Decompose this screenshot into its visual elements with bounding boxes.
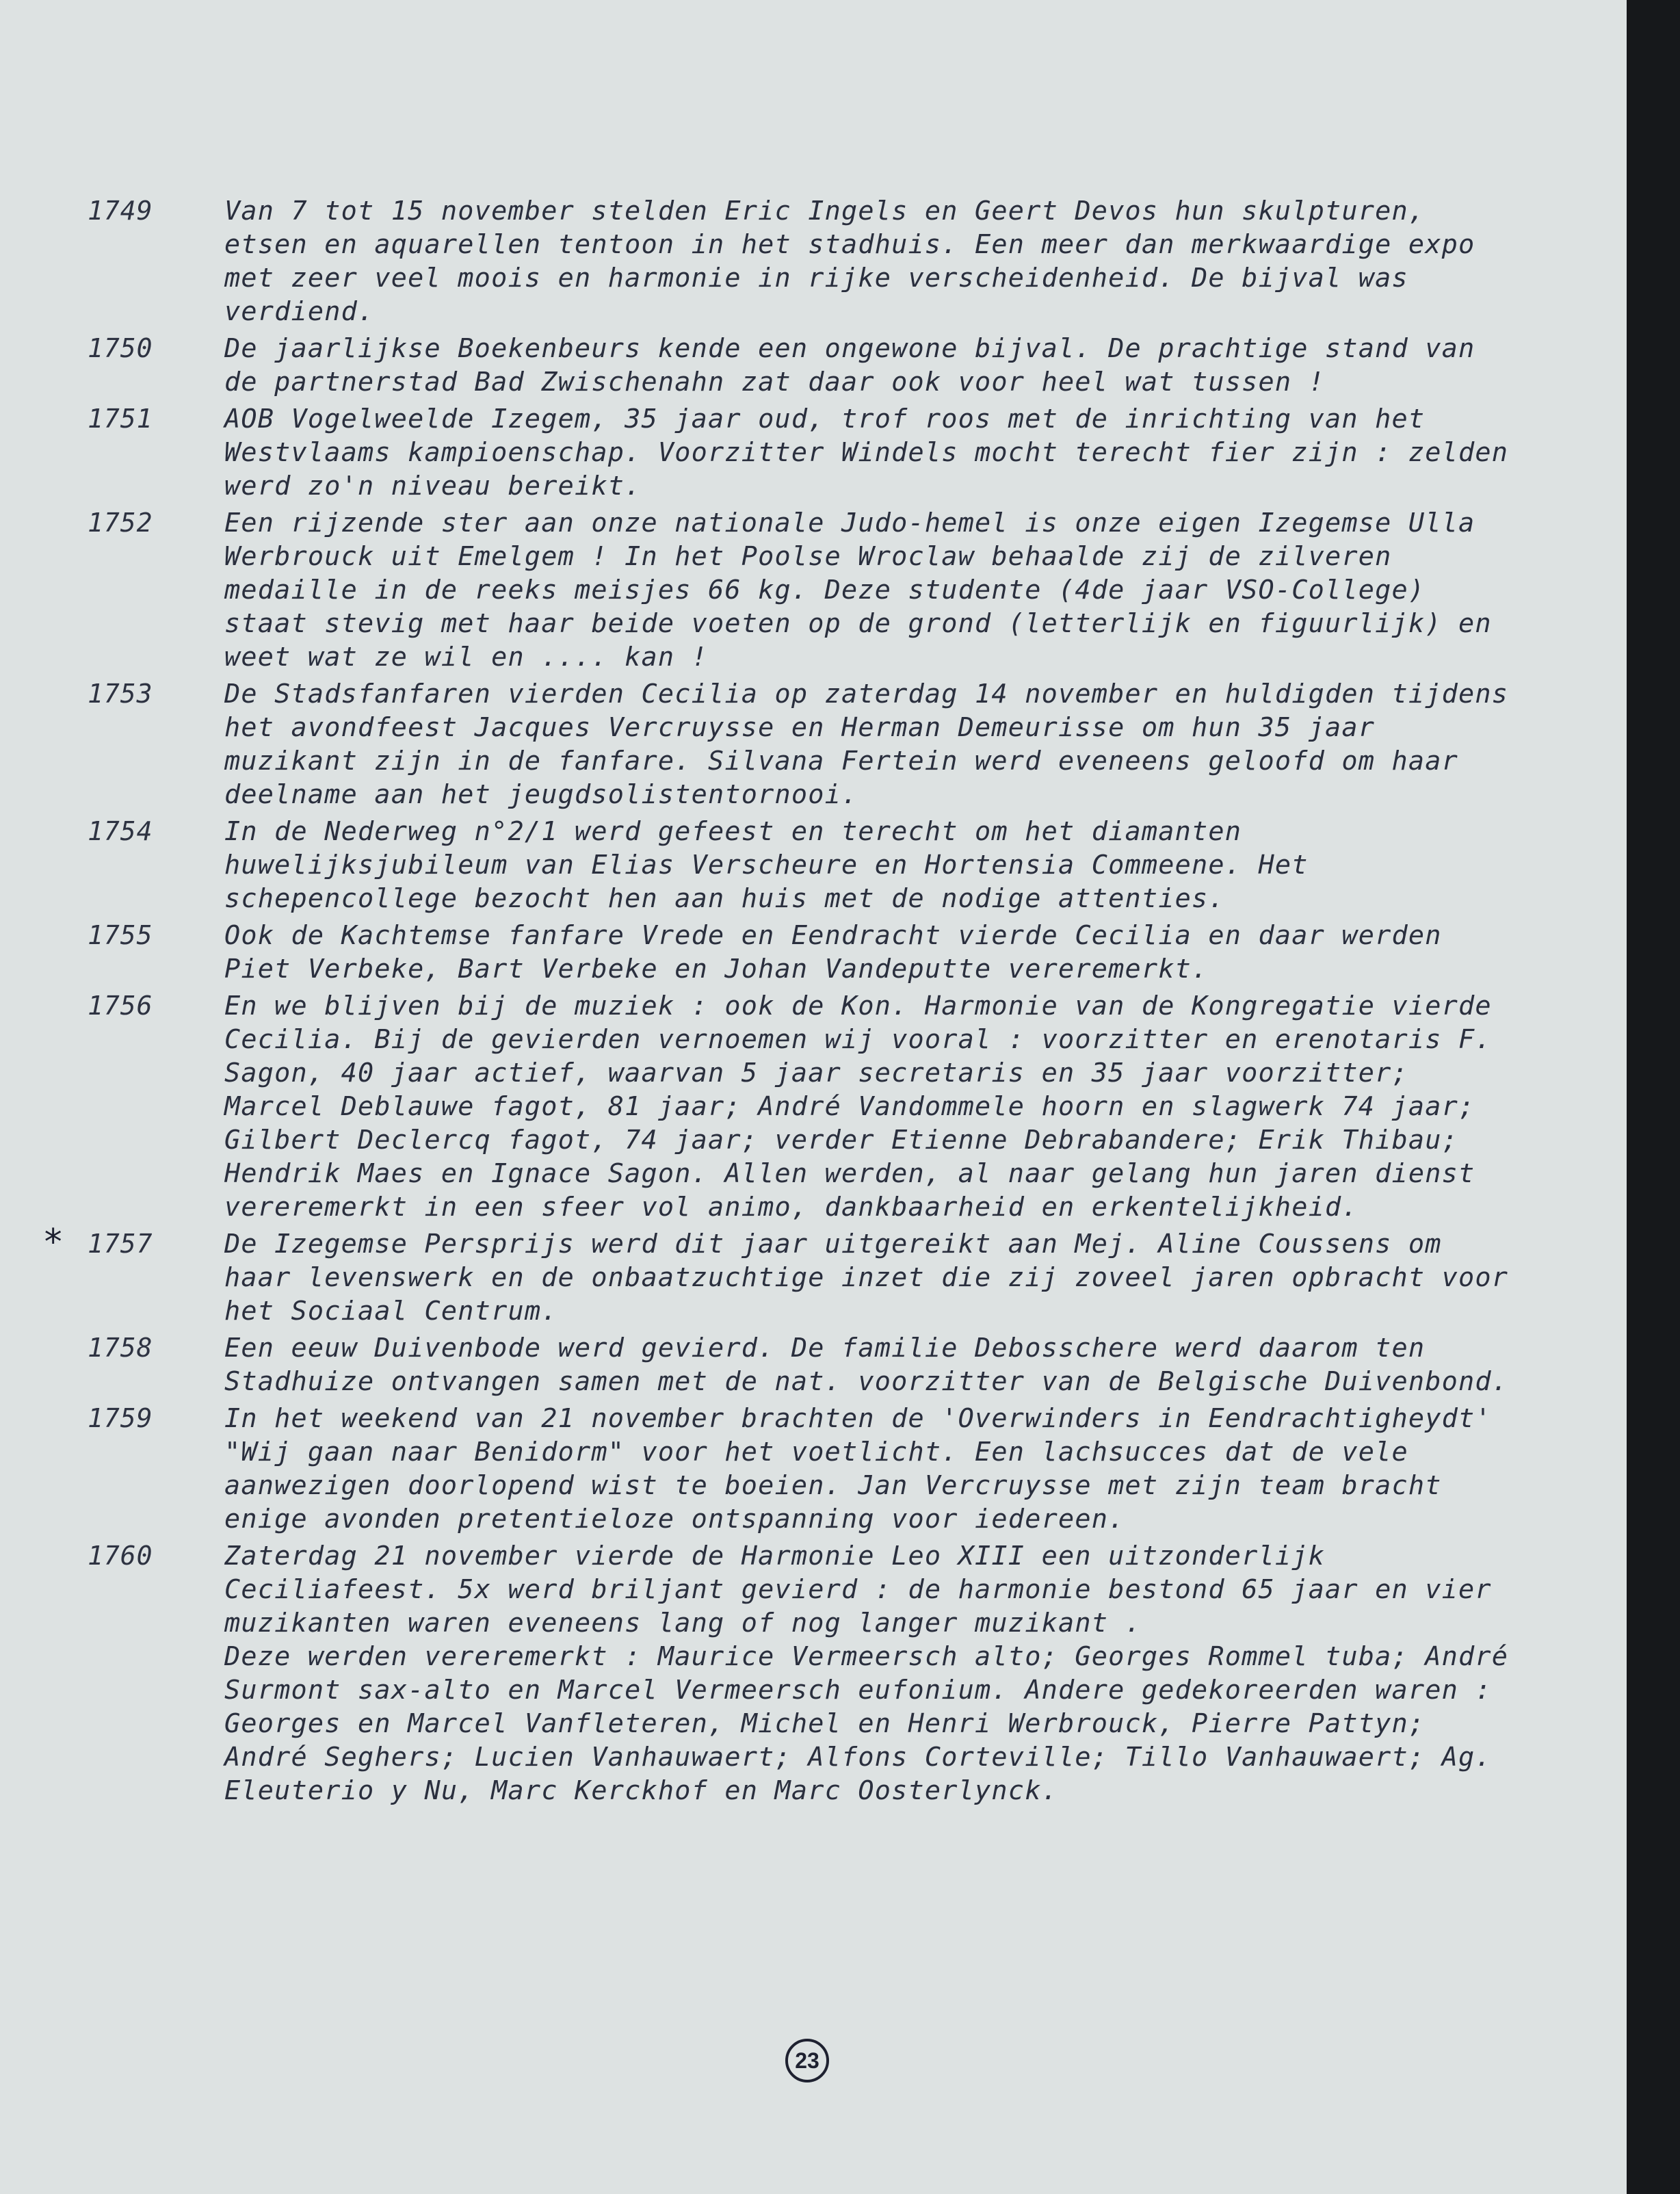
- entry-1751: [0, 402, 1627, 503]
- entry-number: 1755: [88, 920, 153, 950]
- entry-number: 1757: [88, 1229, 153, 1259]
- entry-1753: [0, 677, 1627, 811]
- entry-number: 1749: [88, 196, 153, 226]
- entry-number: 1753: [88, 679, 153, 709]
- entry-text: De Izegemse Persprijs werd dit jaar uitgereikt aan Mej. Aline Coussens om haar levenswerk en de onbaatzuchtige inzet die zij zoveel jaren opbracht voor het Sociaal Centrum.: [224, 1229, 1509, 1327]
- entry-1756: [0, 989, 1627, 1224]
- entry-text: Een rijzende ster aan onze nationale Judo-hemel is onze eigen Izegemse Ulla Werbrouck uit Emelgem ! In het Poolse Wroclaw behaalde zij de zilveren medaille in de reeks meisjes 66 kg. Deze studente (4de jaar VSO-College) staat stevig met haar beide voeten op de grond (letterlijk en figuurlijk) en weet wat ze wil en .... kan !: [224, 508, 1492, 672]
- entry-text: De Stadsfanfaren vierden Cecilia op zaterdag 14 november en huldigden tijdens het avondfeest Jacques Vercruysse en Herman Demeurisse om hun 35 jaar muzikant zijn in de fanfare. Silvana Fertein werd eveneens geloofd om haar deelname aan het jeugdsolistentornooi.: [224, 679, 1509, 810]
- entry-text: [224, 1539, 1510, 1807]
- entry-1749: [0, 194, 1627, 328]
- entry-number: 1758: [88, 1333, 153, 1363]
- page-number-badge: 23: [785, 2039, 829, 2082]
- entry-1758: [0, 1331, 1627, 1398]
- entry-number: 1759: [88, 1403, 153, 1433]
- entry-1750: [0, 332, 1627, 399]
- chronicle-entries: [0, 194, 1627, 1811]
- entry-text: De jaarlijkse Boekenbeurs kende een ongewone bijval. De prachtige stand van de partnerstad Bad Zwischenahn zat daar ook voor heel wat tussen !: [224, 333, 1475, 397]
- entry-1754: [0, 815, 1627, 915]
- entry-text: Ook de Kachtemse fanfare Vrede en Eendracht vierde Cecilia en daar werden Piet Verbeke, Bart Verbeke en Johan Vandeputte vereremerkt.: [224, 920, 1442, 984]
- entry-number: 1751: [88, 404, 153, 434]
- entry-number: 1760: [88, 1541, 153, 1571]
- highlight-asterisk: *: [42, 1222, 64, 1263]
- entry-number: 1750: [88, 333, 153, 363]
- entry-text-continuation: Deze werden vereremerkt : Maurice Vermeersch alto; Georges Rommel tuba; André Surmont sax-alto en Marcel Vermeersch eufonium. Andere gedekoreerden waren : Georges en Marcel Vanfleteren, Michel en Henri Werbrouck, Pierre Pattyn; André Seghers; Lucien Vanhauwaert; Alfons Corteville; Tillo Vanhauwaert; Ag. Eleuterio y Nu, Marc Kerckhof en Marc Oosterlynck.: [224, 1641, 1509, 1806]
- entry-1759: [0, 1402, 1627, 1536]
- entry-number: 1754: [88, 816, 153, 846]
- entry-text: In de Nederweg n°2/1 werd gefeest en terecht om het diamanten huwelijksjubileum van Elias Verscheure en Hortensia Commeene. Het schepencollege bezocht hen aan huis met de nodige attenties.: [224, 816, 1309, 914]
- entry-1755: [0, 919, 1627, 986]
- entry-number: 1752: [88, 508, 153, 538]
- entry-1752: [0, 506, 1627, 674]
- entry-text: Een eeuw Duivenbode werd gevierd. De familie Debosschere werd daarom ten Stadhuize ontvangen samen met de nat. voorzitter van de Belgische Duivenbond.: [224, 1333, 1509, 1397]
- entry-text: In het weekend van 21 november brachten de 'Overwinders in Eendrachtigheydt' "Wij gaan naar Benidorm" voor het voetlicht. Een lachsucces dat de vele aanwezigen doorlopend wist te boeien. Jan Vercruysse met zijn team bracht enige avonden pretentieloze ontspanning voor iedereen.: [224, 1403, 1492, 1535]
- entry-1757: [0, 1222, 1627, 1328]
- entry-1760: [0, 1539, 1627, 1807]
- entry-text: AOB Vogelweelde Izegem, 35 jaar oud, trof roos met de inrichting van het Westvlaams kampioenschap. Voorzitter Windels mocht terecht fier zijn : zelden werd zo'n niveau bereikt.: [224, 404, 1509, 501]
- entry-text-paragraph: Zaterdag 21 november vierde de Harmonie Leo XIII een uitzonderlijk Ceciliafeest. 5x werd briljant gevierd : de harmonie bestond 65 jaar en vier muzikanten waren eveneens lang of nog langer muzikant .: [224, 1541, 1492, 1638]
- entry-number: 1756: [88, 991, 153, 1021]
- scan-edge-shadow: [1627, 0, 1680, 2194]
- entry-text: Van 7 tot 15 november stelden Eric Ingels en Geert Devos hun skulpturen, etsen en aquarellen tentoon in het stadhuis. Een meer dan merkwaardige expo met zeer veel moois en harmonie in rijke verscheidenheid. De bijval was verdiend.: [224, 196, 1475, 327]
- entry-text: En we blijven bij de muziek : ook de Kon. Harmonie van de Kongregatie vierde Cecilia. Bij de gevierden vernoemen wij vooral : voorzitter en erenotaris F. Sagon, 40 jaar actief, waarvan 5 jaar secretaris en 35 jaar voorzitter; Marcel Deblauwe fagot, 81 jaar; André Vandommele hoorn en slagwerk 74 jaar; Gilbert Declercq fagot, 74 jaar; verder Etienne Debrabandere; Erik Thibau; Hendrik Maes en Ignace Sagon. Allen werden, al naar gelang hun jaren dienst vereremerkt in een sfeer vol animo, dankbaarheid en erkentelijkheid.: [224, 991, 1492, 1223]
